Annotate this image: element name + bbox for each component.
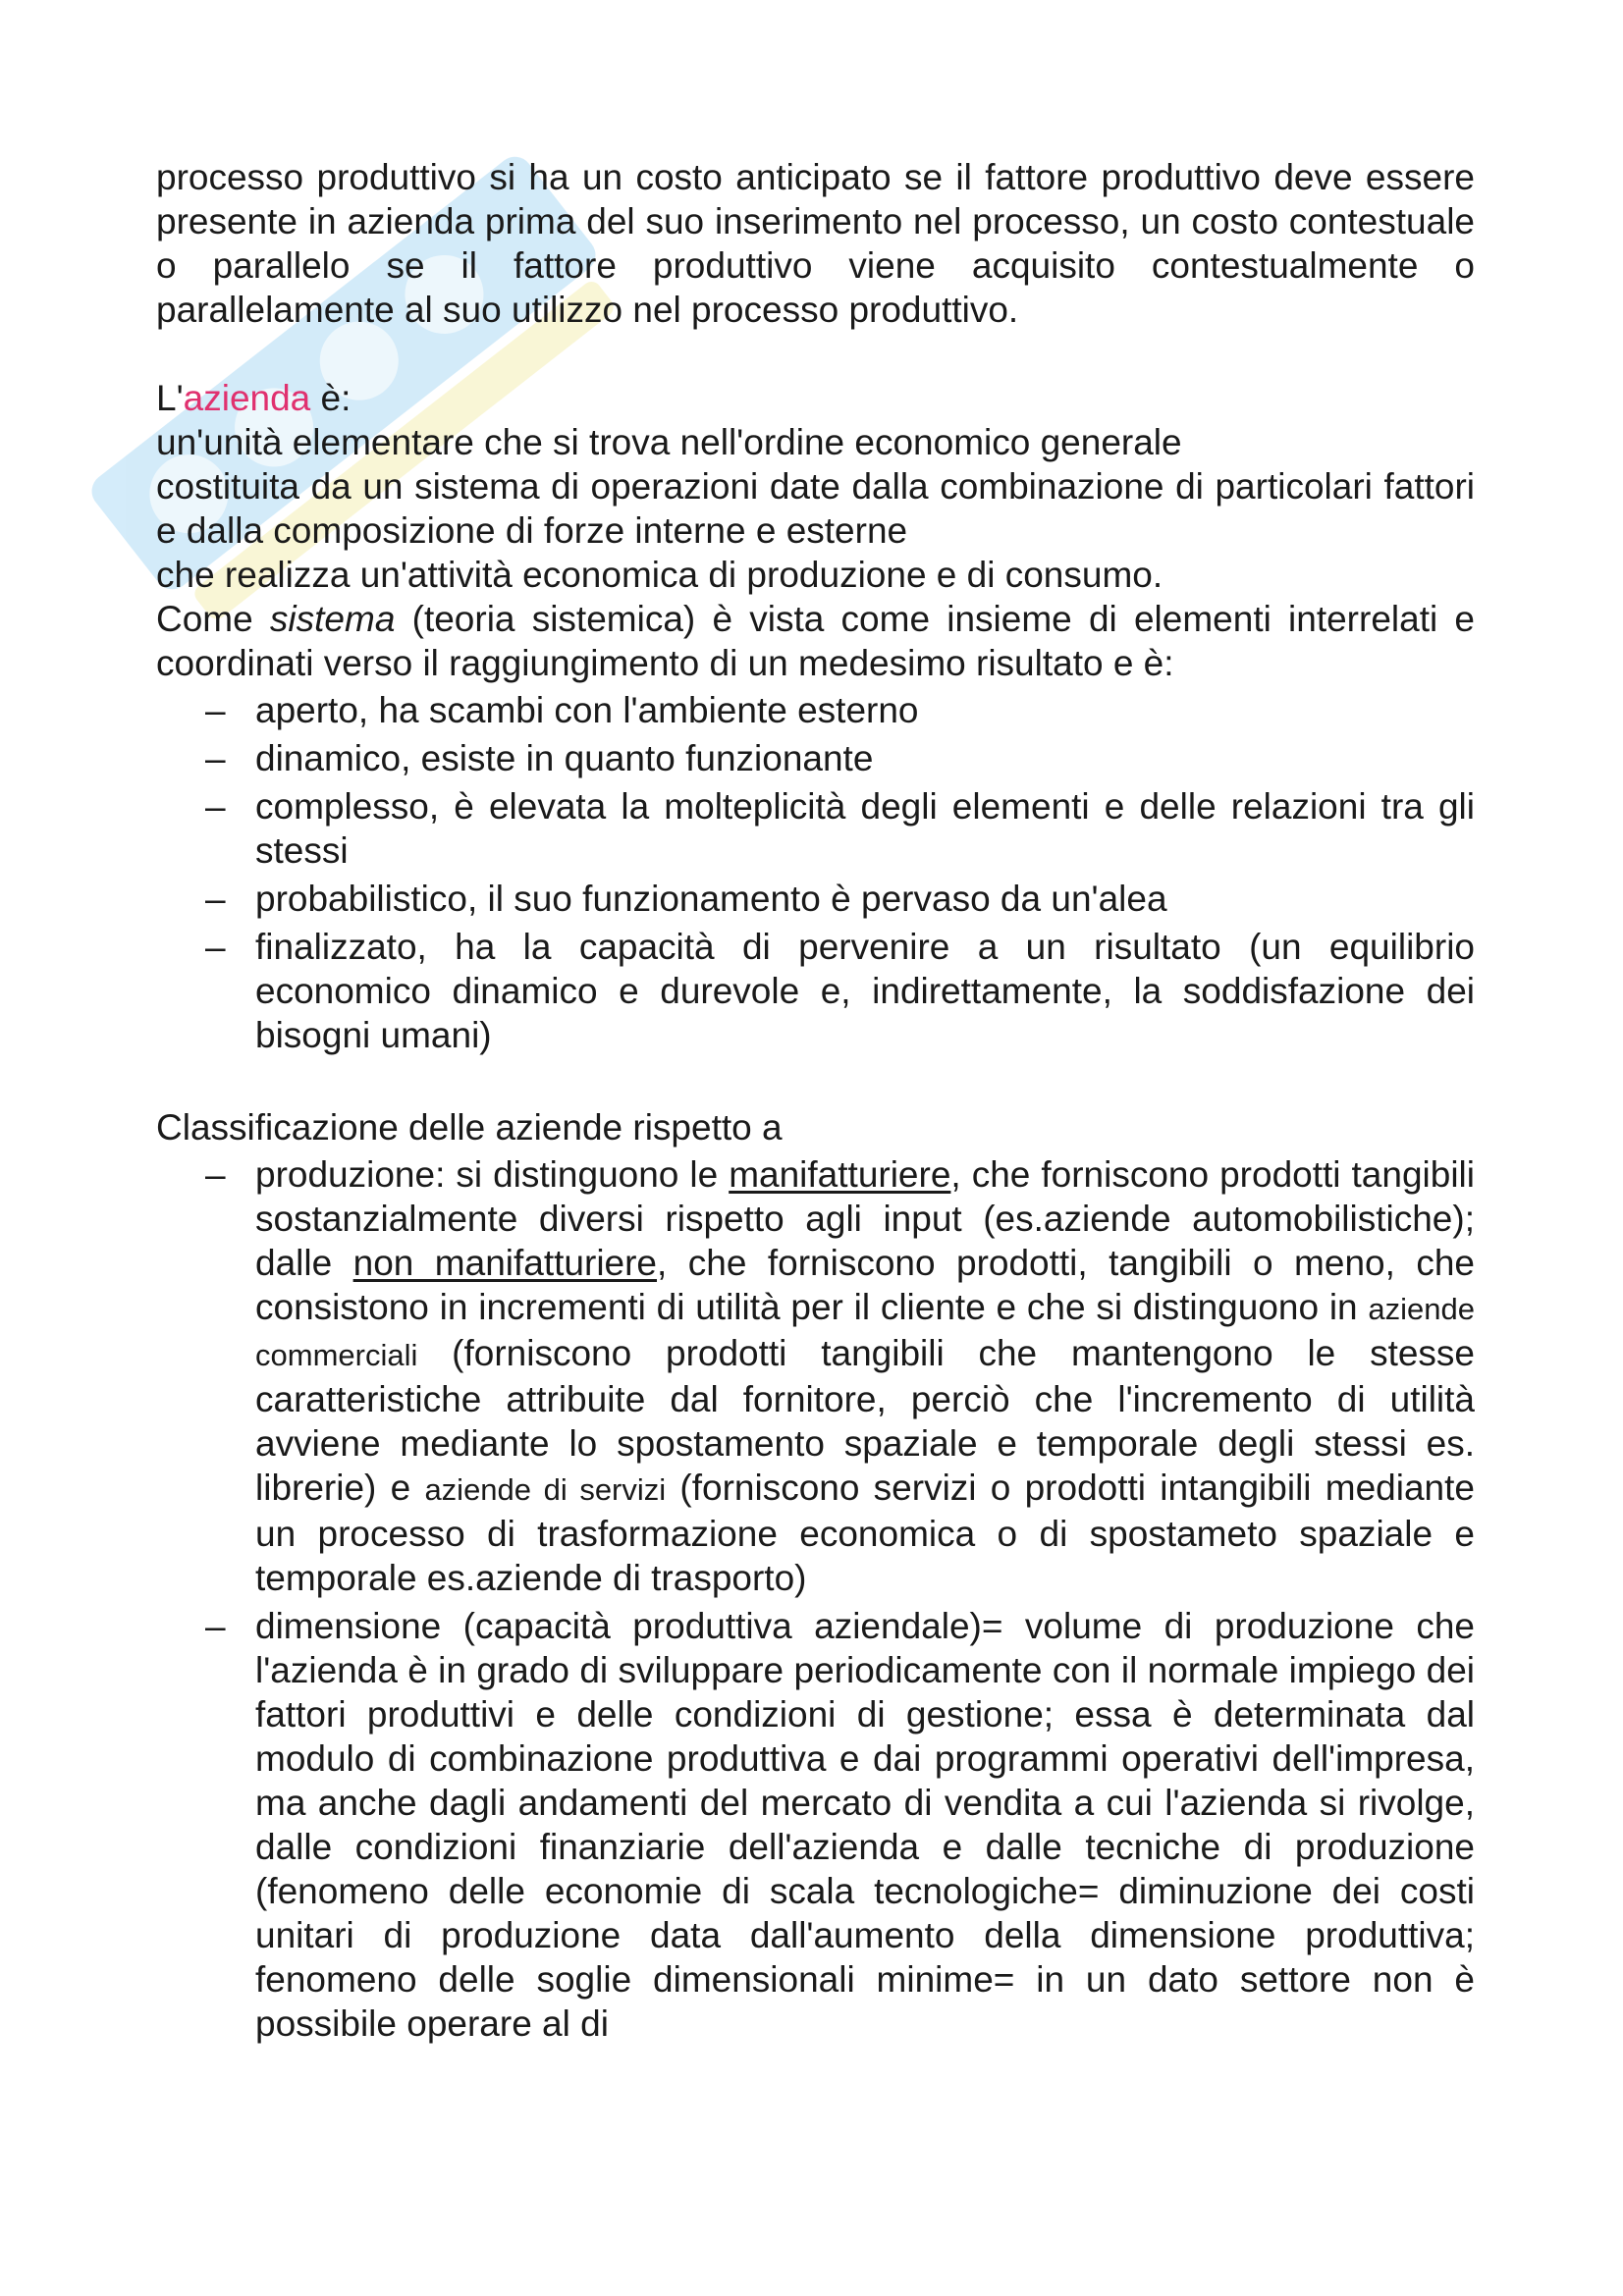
azienda-line-3: che realizza un'attività economica di produzione e di consumo.	[156, 555, 1163, 595]
list-item: – complesso, è elevata la molteplicità degli elementi e delle relazioni tra gli stessi	[205, 786, 1475, 871]
sistema-term: sistema	[269, 599, 396, 639]
manifatturiere-term: manifatturiere	[729, 1154, 951, 1195]
azienda-definition-title: L'azienda è:	[156, 378, 352, 418]
sistema-paragraph: Come sistema (teoria sistemica) è vista come insieme di elementi interrelati e coordinati verso il raggiungimento di un medesimo risultato e è:	[156, 599, 1475, 683]
azienda-line-1: un'unità elementare che si trova nell'ordine economico generale	[156, 422, 1182, 462]
list-item-produzione: – produzione: si distinguono le manifatturiere, che forniscono prodotti tangibili sostanzialmente diversi rispetto agli input (es.aziende automobilistiche); dalle non manifatturiere, che forniscono prodotti, tangibili o meno, che consistono in incrementi di utilità per il cliente e che si distinguono in aziende commerciali (forniscono prodotti tangibili che mantengono le stesse caratteristiche attribuite dal fornitore, perciò che l'incremento di utilità avviene mediante lo spostamento spaziale e temporale degli stessi es. librerie) e aziende di servizi (forniscono servizi o prodotti intangibili mediante un processo di trasformazione economica o di spostameto spaziale e temporale es.aziende di trasporto)	[205, 1154, 1475, 1598]
azienda-term: azienda	[183, 378, 311, 418]
classificazione-heading: Classificazione delle aziende rispetto a	[156, 1107, 783, 1148]
azienda-line-2: costituita da un sistema di operazioni date dalla combinazione di particolari fattori e dalla composizione di forze interne e esterne	[156, 466, 1475, 551]
spacer	[156, 332, 1475, 376]
list-item: – dinamico, esiste in quanto funzionante	[205, 738, 874, 778]
aziende-servizi-term: aziende di servizi	[424, 1472, 667, 1507]
intro-paragraph: processo produttivo si ha un costo anticipato se il fattore produttivo deve essere presente in azienda prima del suo inserimento nel processo, un costo contestuale o parallelo se il fattore produttivo viene acquisito contestualmente o parallelamente al suo utilizzo nel processo produttivo.	[156, 157, 1475, 330]
classificazione-list	[156, 1152, 1475, 2046]
aziende-commerciali-term: aziende commerciali	[255, 1292, 1475, 1372]
sistema-properties-list	[156, 688, 1475, 1057]
list-item: – aperto, ha scambi con l'ambiente esterno	[205, 690, 919, 730]
list-item: – probabilistico, il suo funzionamento è pervaso da un'alea	[205, 879, 1167, 919]
non-manifatturiere-term: non manifatturiere	[352, 1243, 658, 1283]
list-item: – finalizzato, ha la capacità di pervenire a un risultato (un equilibrio economico dinamico e durevole e, indirettamente, la soddisfazione dei bisogni umani)	[205, 927, 1475, 1055]
spacer	[156, 1061, 1475, 1105]
document-page	[156, 155, 1475, 2050]
list-item-dimensione: – dimensione (capacità produttiva aziendale)= volume di produzione che l'azienda è in grado di sviluppare periodicamente con il normale impiego dei fattori produttivi e delle condizioni di gestione; essa è determinata dal modulo di combinazione produttiva e dai programmi operativi dell'impresa, ma anche dagli andamenti del mercato di vendita a cui l'azienda si rivolge, dalle condizioni finanziarie dell'azienda e dalle tecniche di produzione (fenomeno delle economie di scala tecnologiche= diminuzione dei costi unitari di produzione data dall'aumento della dimensione produttiva; fenomeno delle soglie dimensionali minime= in un dato settore non è possibile operare al di	[205, 1606, 1475, 2044]
